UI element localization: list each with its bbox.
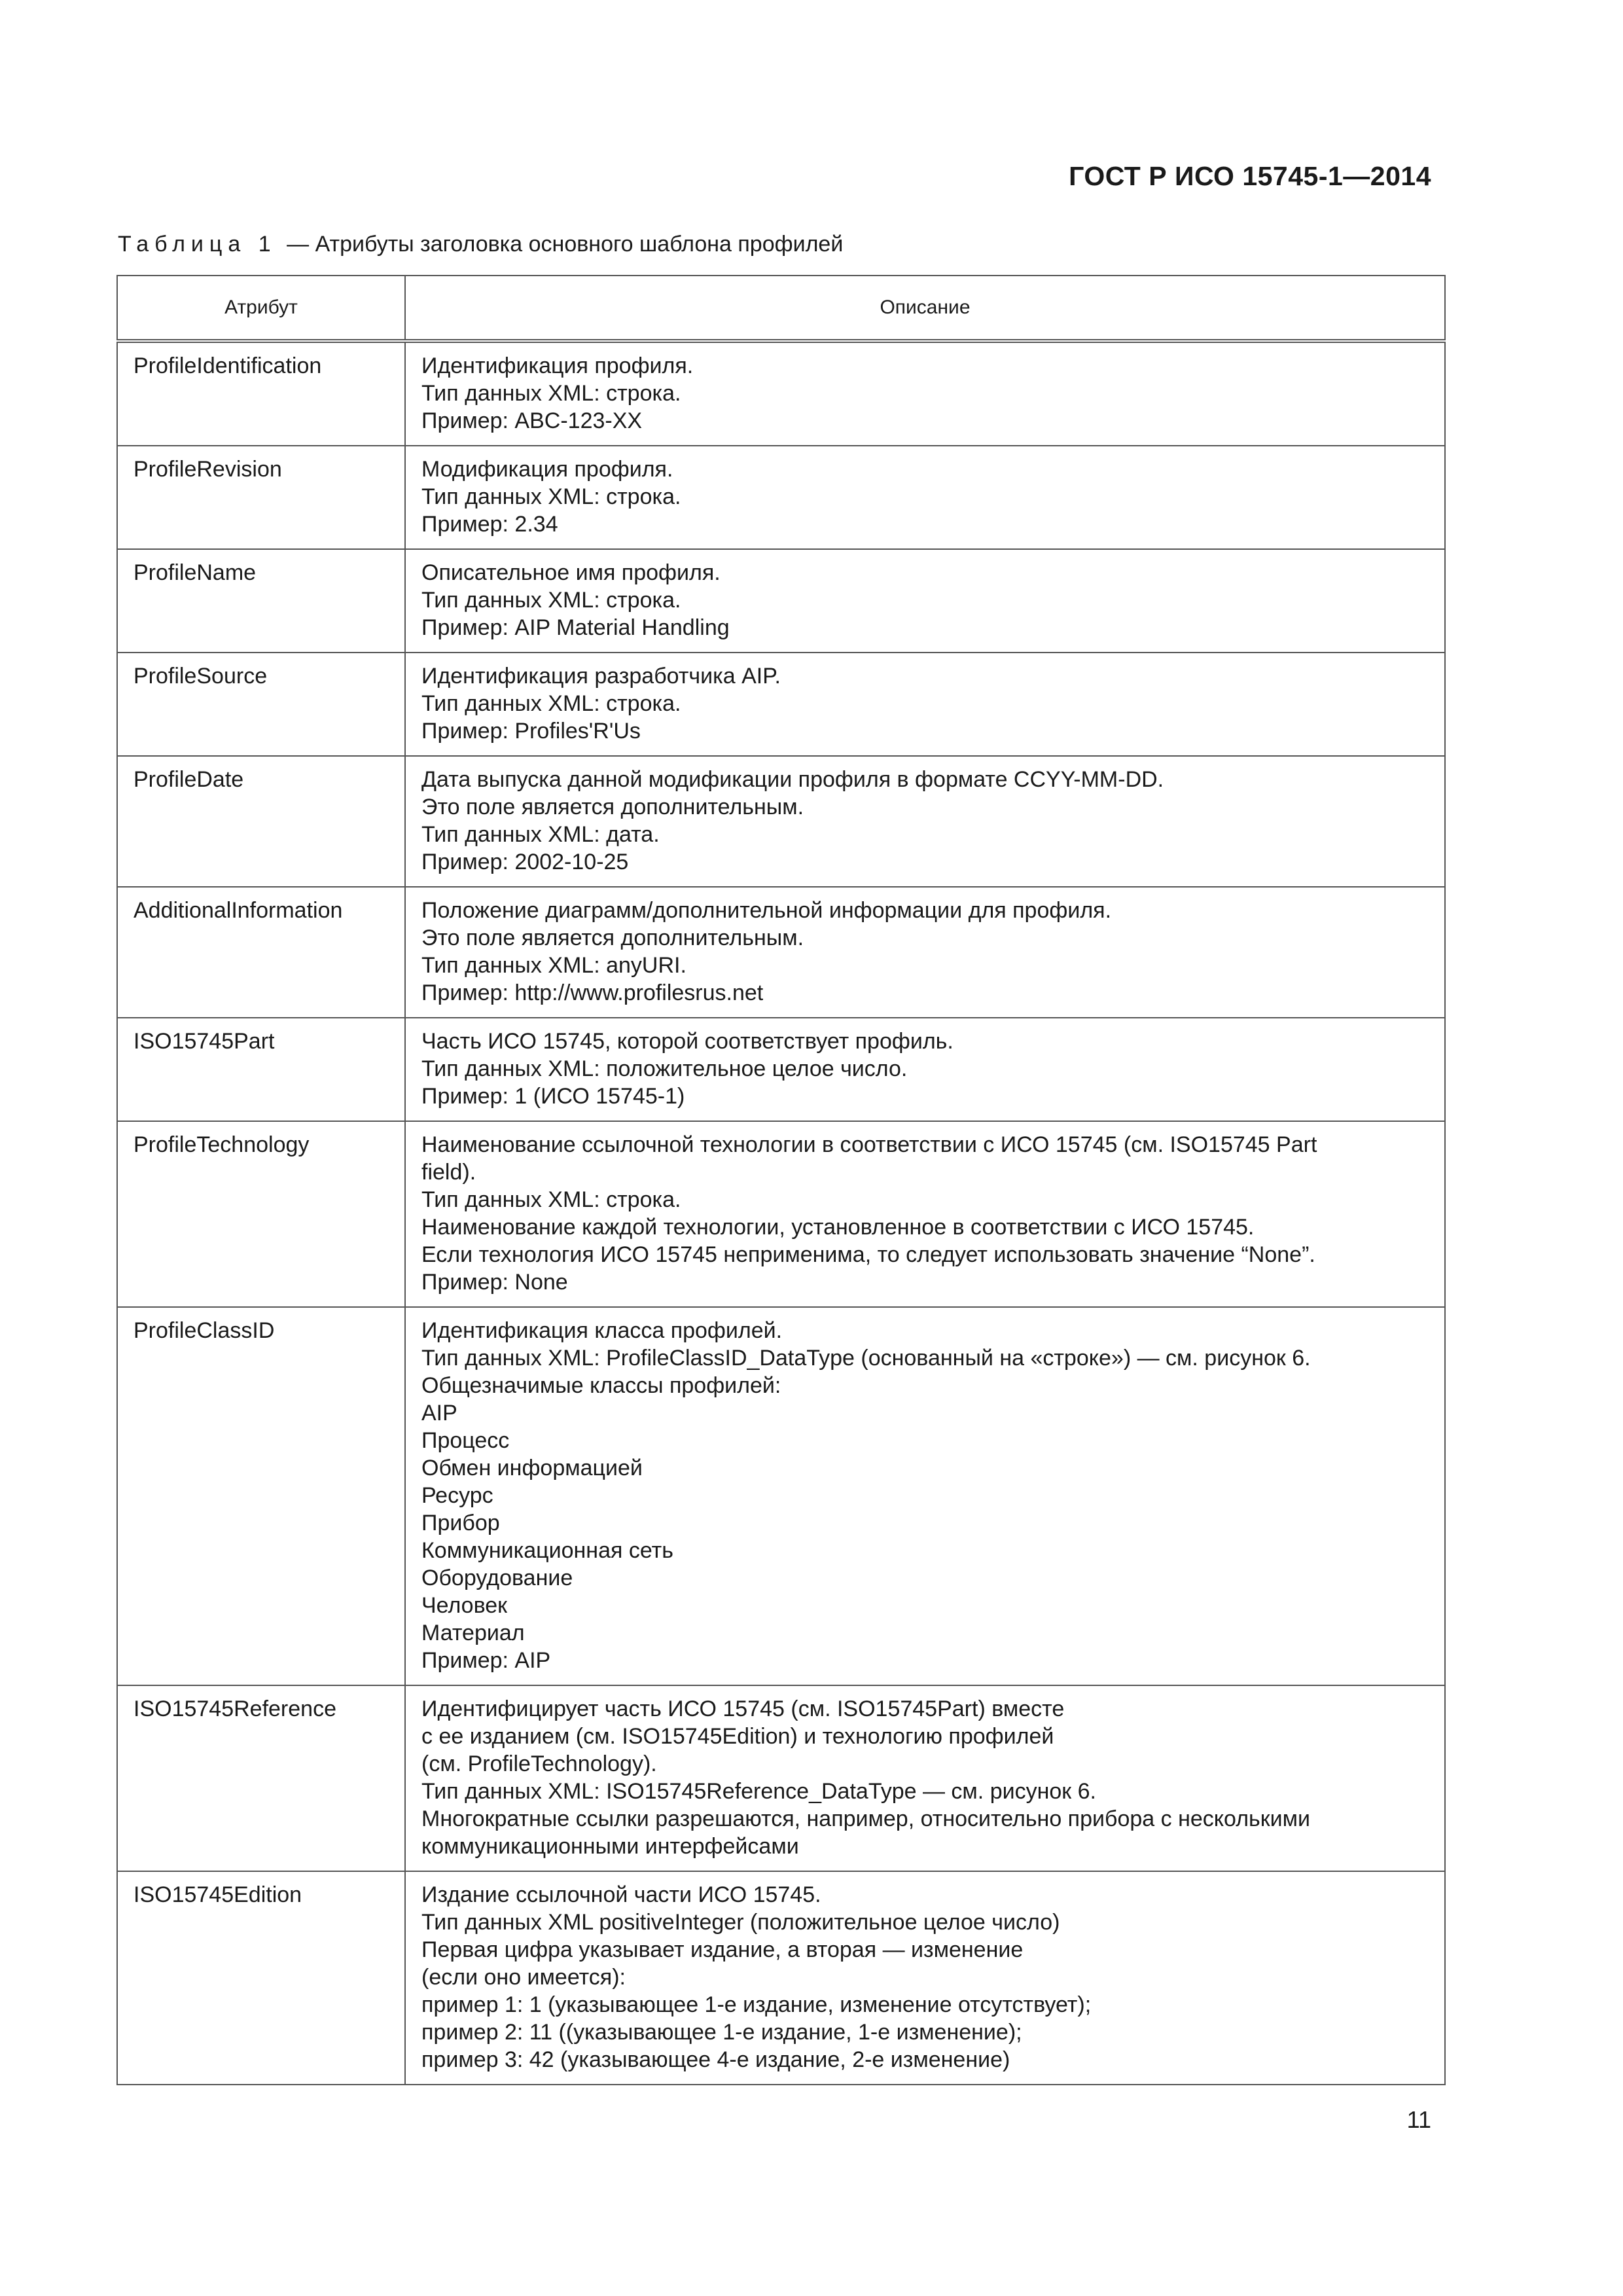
description-line: Дата выпуска данной модификации профиля в формате CCYY-MM-DD. [421, 767, 1164, 792]
table-row [117, 341, 1445, 446]
table-caption-label: Таблица 1 [118, 232, 277, 257]
attribute-cell: ISO15745Edition [117, 1871, 405, 2085]
description-cell [405, 1121, 1445, 1307]
description-line: field). [421, 1160, 476, 1185]
attribute-cell: ISO15745Part [117, 1018, 405, 1121]
description-line: Пример: 2002-10-25 [421, 850, 629, 874]
attributes-table [116, 275, 1446, 2085]
description-line: Пример: 1 (ИСО 15745-1) [421, 1084, 685, 1109]
description-line: Модификация профиля. [421, 457, 673, 482]
description-line: (см. ProfileTechnology). [421, 1751, 657, 1776]
attribute-cell: ISO15745Reference [117, 1685, 405, 1871]
description-line: Пример: Profiles'R'Us [421, 719, 641, 744]
attribute-cell: ProfileName [117, 549, 405, 653]
description-line: Часть ИСО 15745, которой соответствует профиль. [421, 1029, 954, 1054]
description-line: Многократные ссылки разрешаются, например, относительно прибора с несколькими [421, 1806, 1310, 1831]
header-description: Описание [405, 276, 1445, 341]
attribute-cell: ProfileIdentification [117, 341, 405, 446]
description-line: Наименование каждой технологии, установленное в соответствии с ИСО 15745. [421, 1215, 1255, 1240]
description-line: Человек [421, 1593, 508, 1618]
table-row [117, 1018, 1445, 1121]
description-line: Идентификация класса профилей. [421, 1318, 783, 1343]
description-line: Тип данных XML: строка. [421, 691, 681, 716]
table-row [117, 1871, 1445, 2085]
description-line: Пример: AIP Material Handling [421, 615, 730, 640]
description-line: Обмен информацией [421, 1456, 643, 1480]
description-cell [405, 1685, 1445, 1871]
description-line: Тип данных XML: anyURI. [421, 953, 687, 978]
table-caption [118, 232, 843, 257]
table-caption-title: Атрибуты заголовка основного шаблона профилей [315, 232, 844, 257]
description-line: Ресурс [421, 1483, 493, 1508]
description-line: (если оно имеется): [421, 1965, 626, 1990]
description-line: Оборудование [421, 1566, 573, 1590]
page-number: 11 [1406, 2106, 1431, 2133]
document-code: ГОСТ Р ИСО 15745-1—2014 [1069, 161, 1431, 191]
description-line: пример 2: 11 ((указывающее 1-е издание, 1-е изменение); [421, 2020, 1022, 2045]
description-line: Тип данных XML: строка. [421, 381, 681, 406]
description-line: Пример: None [421, 1270, 568, 1295]
description-line: коммуникационными интерфейсами [421, 1834, 799, 1859]
description-line: Издание ссылочной части ИСО 15745. [421, 1882, 821, 1907]
description-line: Пример: AIP [421, 1648, 551, 1673]
description-line: Положение диаграмм/дополнительной информации для профиля. [421, 898, 1112, 923]
description-cell [405, 756, 1445, 887]
description-line: Если технология ИСО 15745 неприменима, то следует использовать значение “None”. [421, 1242, 1315, 1267]
table-row [117, 887, 1445, 1018]
description-cell [405, 549, 1445, 653]
description-cell [405, 653, 1445, 756]
description-line: Тип данных XML: строка. [421, 1187, 681, 1212]
description-line: Наименование ссылочной технологии в соответствии с ИСО 15745 (см. ISO15745 Part [421, 1132, 1317, 1157]
description-cell [405, 1018, 1445, 1121]
attribute-cell: ProfileSource [117, 653, 405, 756]
attribute-cell: AdditionalInformation [117, 887, 405, 1018]
description-line: Это поле является дополнительным. [421, 925, 804, 950]
table-row [117, 1307, 1445, 1685]
description-line: Прибор [421, 1511, 500, 1535]
description-line: AIP [421, 1401, 457, 1426]
description-line: Идентификация разработчика AIP. [421, 664, 781, 689]
description-line: Материал [421, 1621, 525, 1645]
description-cell [405, 446, 1445, 549]
table-row [117, 549, 1445, 653]
attribute-cell: ProfileTechnology [117, 1121, 405, 1307]
description-line: Описательное имя профиля. [421, 560, 721, 585]
description-line: с ее изданием (см. ISO15745Edition) и технологию профилей [421, 1724, 1054, 1749]
description-line: Тип данных XML: дата. [421, 822, 660, 847]
description-line: Это поле является дополнительным. [421, 795, 804, 819]
table-row [117, 446, 1445, 549]
description-line: Тип данных XML: строка. [421, 588, 681, 613]
description-line: Тип данных XML: положительное целое число. [421, 1056, 908, 1081]
description-line: Пример: ABC-123-XX [421, 408, 643, 433]
table-row [117, 756, 1445, 887]
description-line: Пример: http://www.profilesrus.net [421, 980, 764, 1005]
attribute-cell: ProfileDate [117, 756, 405, 887]
table-caption-dash: — [287, 232, 310, 257]
attribute-cell: ProfileClassID [117, 1307, 405, 1685]
description-line: Коммуникационная сеть [421, 1538, 673, 1563]
description-line: Идентифицирует часть ИСО 15745 (см. ISO15745Part) вместе [421, 1696, 1065, 1721]
description-line: Тип данных XML: ISO15745Reference_DataType — см. рисунок 6. [421, 1779, 1096, 1804]
table-row [117, 1121, 1445, 1307]
description-line: Процесс [421, 1428, 510, 1453]
description-cell [405, 887, 1445, 1018]
table-header-row [117, 276, 1445, 341]
description-line: Тип данных XML: ProfileClassID_DataType (основанный на «строке») — см. рисунок 6. [421, 1346, 1311, 1371]
description-cell [405, 1307, 1445, 1685]
description-line: пример 3: 42 (указывающее 4-е издание, 2-е изменение) [421, 2047, 1010, 2072]
description-line: Пример: 2.34 [421, 512, 558, 537]
table-row [117, 653, 1445, 756]
description-line: Первая цифра указывает издание, а вторая — изменение [421, 1937, 1024, 1962]
description-cell [405, 341, 1445, 446]
attribute-cell: ProfileRevision [117, 446, 405, 549]
header-attribute: Атрибут [117, 276, 405, 341]
description-line: Тип данных XML: строка. [421, 484, 681, 509]
table-body [117, 341, 1445, 2085]
description-line: Идентификация профиля. [421, 353, 694, 378]
table-row [117, 1685, 1445, 1871]
description-cell [405, 1871, 1445, 2085]
description-line: пример 1: 1 (указывающее 1-е издание, изменение отсутствует); [421, 1992, 1092, 2017]
description-line: Общезначимые классы профилей: [421, 1373, 781, 1398]
description-line: Тип данных XML positiveInteger (положительное целое число) [421, 1910, 1060, 1935]
